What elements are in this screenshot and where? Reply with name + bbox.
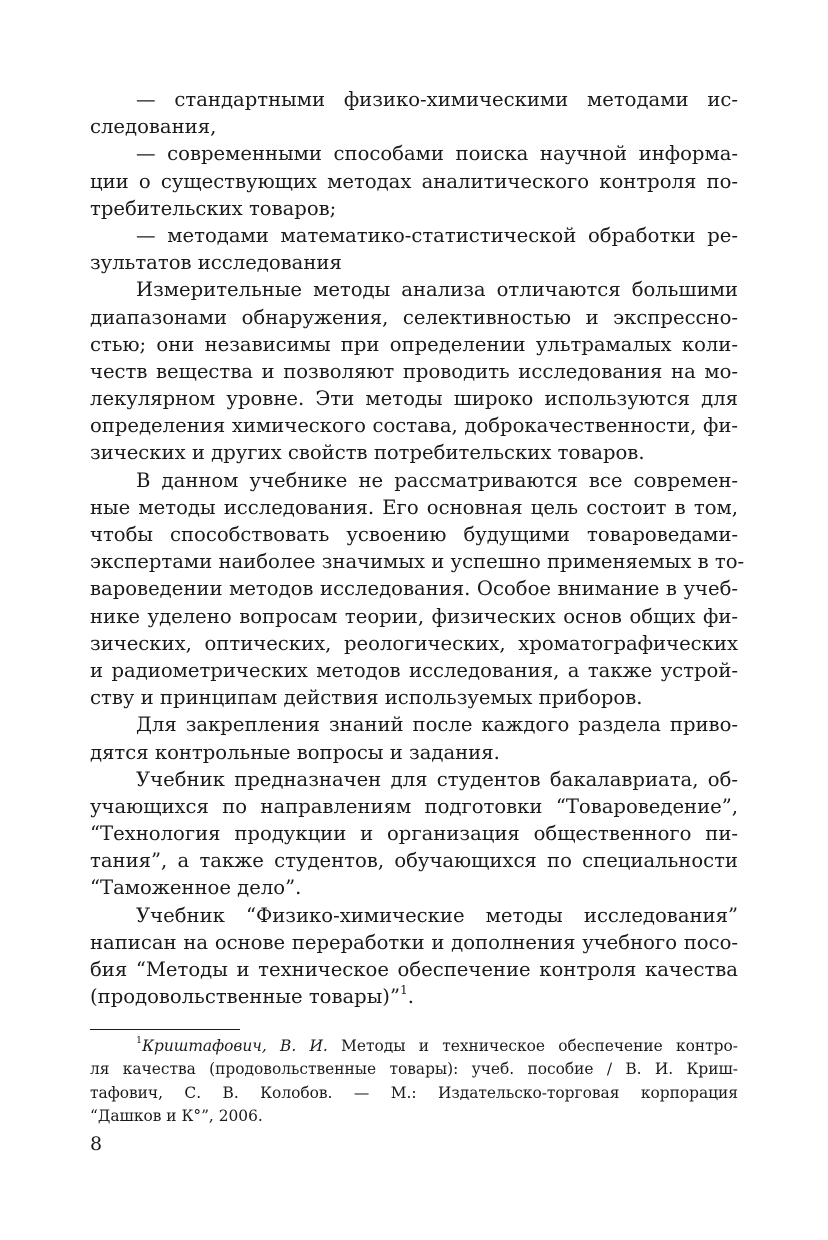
text-line: — современными способами поиска научной информа- <box>136 142 738 166</box>
text-line: чтобы способствовать усвоению будущими товароведами- <box>90 523 738 546</box>
text-line: вароведении методов исследования. Особое внимание в учеб- <box>90 577 738 601</box>
text-line: следования, <box>90 115 217 139</box>
text-line: ные методы исследования. Его основная цель состоит в том, <box>90 495 738 519</box>
footnote-author: Криштафович, В. И. <box>142 1037 328 1055</box>
text-line: написан на основе переработки и дополнения учебного посо- <box>90 930 738 954</box>
text-line: тания”, а также студентов, обучающихся по специальности <box>90 849 738 873</box>
footnote-marker: 1 <box>136 1035 143 1047</box>
footnote-line <box>90 1035 738 1058</box>
text-line: диапазонами обнаружения, селективностью и экспрессно- <box>90 305 738 329</box>
text-line: экспертами наиболее значимых и успешно применяемых в то- <box>90 550 745 574</box>
text-line: ству и принципам действия используемых приборов. <box>90 686 643 710</box>
footnote-line: “Дашков и К°”, 2006. <box>90 1107 263 1126</box>
text-line: честв вещества и позволяют проводить исследования на мо- <box>90 359 738 383</box>
page-number: 8 <box>90 1133 103 1155</box>
text-line: “Таможенное дело”. <box>90 876 302 900</box>
text-line: зических, оптических, реологических, хроматографических <box>90 631 738 655</box>
text-line: “Технология продукции и организация общественного пи- <box>90 822 738 846</box>
paragraph <box>90 140 738 222</box>
text-line: Для закрепления знаний после каждого раздела приво- <box>136 713 738 737</box>
text-line: — стандартными физико-химическими методами ис- <box>136 88 738 111</box>
text-line: нике уделено вопросам теории, физических основ общих фи- <box>90 604 738 628</box>
paragraph <box>90 711 738 765</box>
text-line: требительских товаров; <box>90 196 337 220</box>
paragraph <box>90 467 745 712</box>
text-line: дятся контрольные вопросы и задания. <box>90 740 500 764</box>
footnote-line: тафович, С. В. Колобов. — М.: Издательско-торговая корпорация <box>90 1083 738 1102</box>
paragraph <box>90 902 738 1011</box>
footnote-reference[interactable]: 1 <box>399 982 408 997</box>
footnote-title: Методы и техническое обеспечение контро- <box>327 1037 738 1055</box>
text-line-content: (продовольственные товары)” <box>90 985 400 1009</box>
text-line: Учебник “Физико-химические методы исследования” <box>136 903 738 927</box>
text-line <box>90 983 738 1010</box>
text-line: зических и других свойств потребительских товаров. <box>90 441 645 465</box>
text-line: ции о существующих методах аналитического контроля по- <box>90 169 738 193</box>
paragraph <box>90 766 738 902</box>
paragraph <box>90 86 738 140</box>
text-line: В данном учебнике не рассматриваются все современ- <box>136 468 738 492</box>
footnote-divider <box>90 1029 240 1030</box>
text-line: учающихся по направлениям подготовки “Товароведение”, <box>90 794 738 818</box>
paragraph <box>90 276 738 466</box>
text-line: лекулярном уровне. Эти методы широко используются для <box>90 387 738 411</box>
main-text <box>90 86 745 1010</box>
sentence-end: . <box>407 985 414 1009</box>
text-line: бия “Методы и техническое обеспечение контроля качества <box>90 958 738 981</box>
paragraph <box>90 222 738 276</box>
footnote-line: ля качества (продовольственные товары): учеб. пособие / В. И. Криш- <box>90 1060 738 1079</box>
text-line: — методами математико-статистической обработки ре- <box>136 223 738 247</box>
text-line: и радиометрических методов исследования, а также устрой- <box>90 658 738 682</box>
footnote <box>90 1035 738 1129</box>
text-line: зультатов исследования <box>90 251 342 275</box>
text-line: определения химического состава, доброкачественности, фи- <box>90 414 738 438</box>
text-line: Учебник предназначен для студентов бакалавриата, об- <box>136 767 738 791</box>
text-line: Измерительные методы анализа отличаются большими <box>136 278 738 302</box>
text-line: стью; они независимы при определении ультрамалых коли- <box>90 332 738 356</box>
